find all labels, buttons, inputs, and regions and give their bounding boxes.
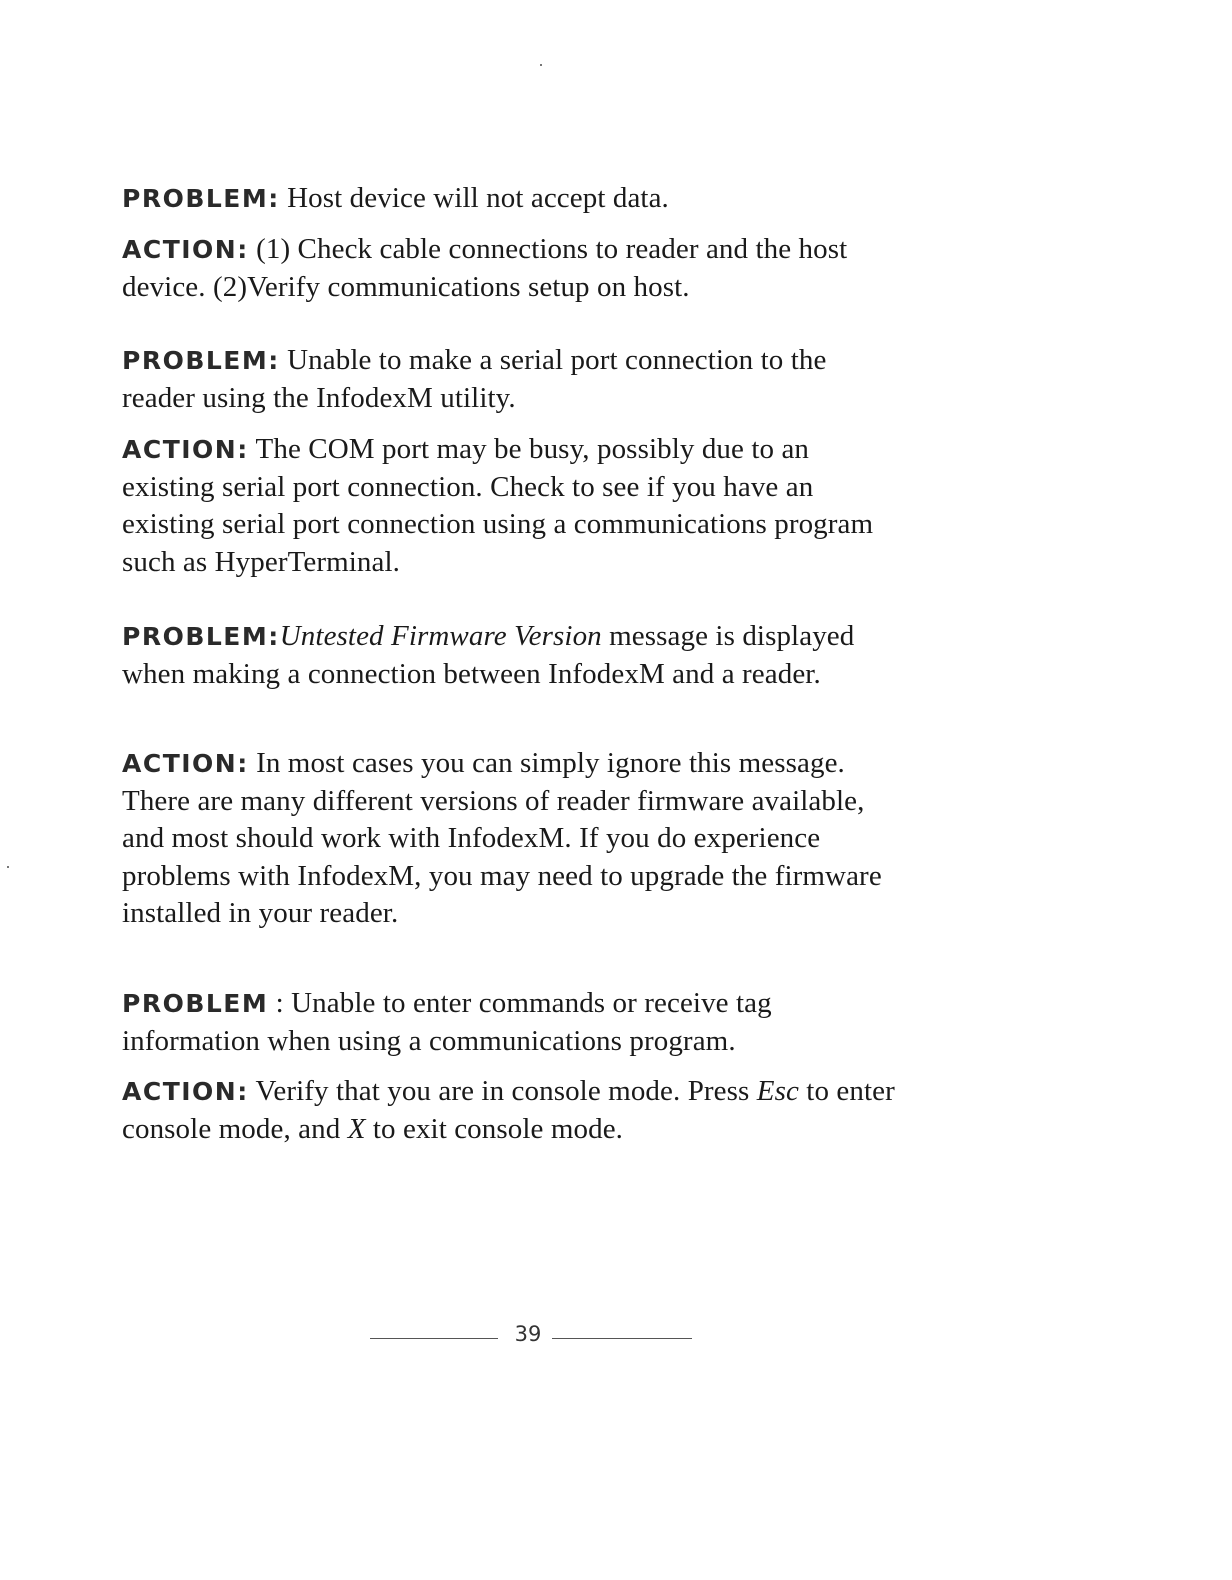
action-label: ACTION:	[122, 235, 249, 264]
footer-rule-right	[552, 1338, 692, 1339]
problem-label: PROBLEM:	[122, 346, 280, 375]
action-text: to enter console mode, and	[122, 1075, 895, 1145]
footer-rule-left	[370, 1338, 498, 1339]
page-number: 39	[514, 1322, 542, 1346]
action-4	[122, 1073, 902, 1148]
problem-italic-text: Untested Firmware Version	[279, 620, 602, 652]
problem-text: Host device will not accept data.	[279, 182, 669, 214]
problem-2	[122, 342, 902, 417]
problem-label: PROBLEM:	[122, 622, 280, 651]
problem-4	[122, 985, 902, 1060]
action-text: to exit console mode.	[365, 1112, 624, 1145]
problem-text: message is displayed when making a connection between InfodexM and a reader.	[122, 620, 855, 690]
x-key-text: X	[347, 1112, 366, 1145]
problem-text: Unable to make a serial port connection to the reader using the InfodexM utility.	[122, 344, 827, 414]
scan-speck	[7, 866, 9, 868]
action-text: (1) Check cable connections to reader and the host device. (2)Verify communications setup on host.	[122, 233, 848, 303]
problem-text: : Unable to enter commands or receive tag information when using a communications program.	[122, 987, 772, 1057]
esc-key-text: Esc	[756, 1075, 799, 1107]
action-2	[122, 431, 902, 581]
action-1	[122, 231, 902, 306]
problem-1	[122, 180, 902, 218]
page-footer	[0, 1322, 1232, 1352]
problem-label: PROBLEM	[122, 989, 269, 1018]
scan-speck	[540, 64, 542, 66]
problem-label: PROBLEM:	[122, 184, 280, 213]
action-text: The COM port may be busy, possibly due to an existing serial port connection. Check to see if you have an existing serial port connection using a communications program such as HyperTerminal.	[122, 433, 874, 578]
action-label: ACTION:	[122, 1077, 249, 1106]
action-label: ACTION:	[122, 749, 249, 778]
action-3	[122, 745, 902, 933]
action-text: In most cases you can simply ignore this message. There are many different versions of reader firmware available, and most should work with InfodexM. If you do experience problems with InfodexM, you may need to upgrade the firmware installed in your reader.	[122, 747, 882, 929]
action-text: Verify that you are in console mode. Press	[248, 1075, 757, 1107]
action-label: ACTION:	[122, 435, 249, 464]
problem-3	[122, 618, 902, 693]
